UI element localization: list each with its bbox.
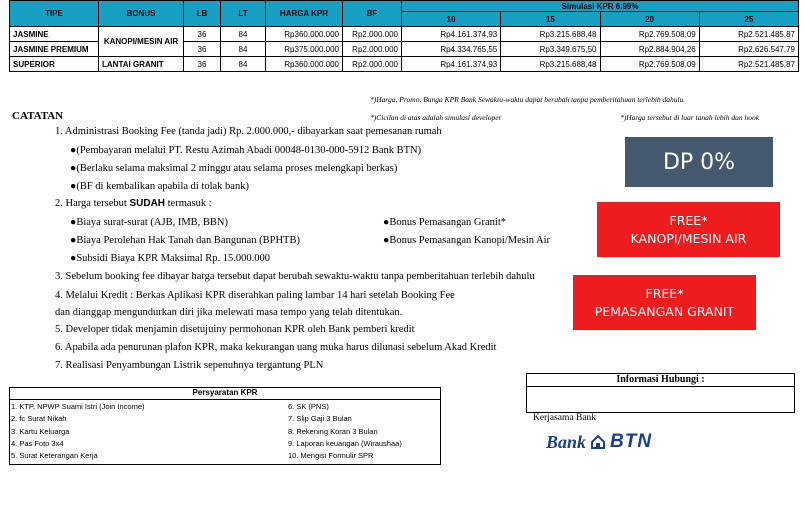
list-item: 7. Slip Gaji 3 Bulan [288,414,352,424]
free-granit-top: FREE* [645,285,684,301]
list-item: 3. Kartu Keluarga [11,426,70,436]
header-lt: LT [221,1,266,27]
header-year: 15 [501,12,600,27]
cell-sim: Rp2.769.508,09 [600,27,699,42]
list-item: 2. fc Surat Nikah [11,414,67,424]
list-item: 6. SK (PNS) [288,402,329,411]
list-item: 9. Laporan keuangan (Wiraushaa) [288,438,402,448]
header-harga: HARGA KPR [266,1,343,27]
cell-lb: 36 [184,57,221,72]
list-item: 10. Mengisi Formulir SPR [288,451,374,461]
catatan-line-6: 6. Apabila ada penurunan plafon KPR, maka kekurangan uang muka harus dilunasi sebelum Akad Kredit [55,342,497,353]
header-year: 20 [600,12,699,27]
list-item: 1. KTP, NPWP Suami Istri (Join Income) [11,402,145,411]
cell-bf: Rp2.000.000 [343,57,402,72]
dp-badge-label: DP 0% [662,149,736,175]
cell-sim: Rp3.215.688,48 [501,57,600,72]
catatan-line-2c: ●Subsidi Biaya KPR Maksimal Rp. 15.000.000 [70,253,271,264]
header-tipe: TIPE [10,1,99,27]
cell-lt: 84 [221,57,266,72]
requirements-right [288,401,402,462]
catatan-line-2-pre: 2. Harga tersebut [55,198,130,209]
cell-tipe: SUPERIOR [10,57,99,72]
cell-bonus: LANTAI GRANIT [99,57,184,72]
free-kanopi-bottom: KANOPI/MESIN AIR [630,230,747,246]
catatan-line-1: 1. Administrasi Booking Fee (tanda jadi) Rp. 2.000.000,- dibayarkan saat pemesanan rumah [55,126,442,137]
cell-bf: Rp2.000.000 [343,27,402,42]
cell-tipe: JASMINE PREMIUM [10,42,99,57]
cell-harga: Rp360.000.000 [266,27,343,42]
cell-sim: Rp4.161.374,93 [402,57,501,72]
catatan-line-2a: ●Biaya surat-surat (AJB, IMB, BBN) [70,217,228,228]
catatan-line-2b: ●Biaya Perolehan Hak Tanah dan Bangunan (BPHTB) [70,235,300,246]
catatan-line-1b: ●(Berlaku selama maksimal 2 minggu atau selama proses melengkapi berkas) [70,163,398,174]
catatan-line-3: 3. Sebelum booking fee dibayar harga tersebut dapat berubah sewaktu-waktu tanpa pemberitahuan terlebih dahulu [55,271,535,282]
house-icon [591,435,605,449]
cell-sim: Rp3.349.675,50 [501,42,600,57]
list-item: 8. Rekening Koran 3 Bulan [288,426,378,436]
partner-label: Kerjasama Bank [533,413,597,423]
cell-sim: Rp4.161.374,93 [402,27,501,42]
dp-badge [625,137,773,187]
header-simulasi: Simulasi KPR 6.99% [402,1,799,12]
requirements-left [11,401,145,462]
free-granit-badge [573,275,756,330]
catatan-line-4: 4. Melalui Kredit : Berkas Aplikasi KPR diserahkan paling lambar 14 hari setelah Booking Fee [55,290,455,301]
requirements-title: Persyaratan KPR [9,387,441,400]
catatan-line-4b: dan dianggap mengundurkan diri jika melewati masa tempo yang telah ditentukan. [55,307,403,318]
header-year: 25 [699,12,798,27]
note-cicilan: *)Cicilan di atas adalah simulasi developer [370,113,502,122]
cell-sim: Rp3.215.688,48 [501,27,600,42]
cell-sim: Rp4.334.765,55 [402,42,501,57]
note-harga: *)Harga, Promo, Bunga KPR Bank Sewaktu-waktu dapat berubah tanpa pemberitahuan terlebih dahulu. [370,95,686,104]
catatan-line-2-post: termasuk : [165,198,212,209]
catatan-title: CATATAN [12,110,64,122]
catatan-line-5: 5. Developer tidak menjamin disetujuiny permohonan KPR oleh Bank pemberi kredit [55,324,415,335]
header-lb: LB [184,1,221,27]
header-bf: BF [343,1,402,27]
bank-word: Bank [546,431,587,452]
catatan-line-1c: ●(BF di kembalikan apabila di tolak bank) [70,181,249,192]
table-row [10,27,799,42]
free-granit-bottom: PEMASANGAN GRANIT [594,303,735,319]
cell-lb: 36 [184,42,221,57]
header-year: 10 [402,12,501,27]
catatan-line-1a: ●(Pembayaran melalui PT. Restu Azimah Abadi 00048-0130-000-5912 Bank BTN) [70,145,422,156]
cell-lb: 36 [184,27,221,42]
cell-lt: 84 [221,27,266,42]
free-kanopi-top: FREE* [669,212,708,228]
cell-bf: Rp2.000.000 [343,42,402,57]
btn-logo [546,431,652,453]
cell-sim: Rp2.521.485,87 [699,57,798,72]
list-item: 5. Surat Keterangan Kerja [11,451,98,461]
contact-title: Informasi Hubungi : [526,373,795,387]
cell-lt: 84 [221,42,266,57]
free-kanopi-badge [597,202,780,257]
cell-sim: Rp2.626.547,79 [699,42,798,57]
cell-sim: Rp2.769.508,09 [600,57,699,72]
note-hook: *)Harga tersebut di luar tanah lebih dan hook [620,113,760,122]
catatan-line-2 [55,198,212,209]
header-bonus: BONUS [99,1,184,27]
bank-name: BTN [610,431,653,452]
catatan-line-2-bold: SUDAH [129,198,166,209]
list-item: 4. Pas Foto 3x4 [11,438,64,448]
cell-bonus: KANOPI/MESIN AIR [99,27,184,57]
cell-tipe: JASMINE [10,27,99,42]
cell-harga: Rp360.000.000 [266,57,343,72]
catatan-line-2e: ●Bonus Pemasangan Kanopi/Mesin Air [383,235,551,246]
cell-sim: Rp2.884.904,26 [600,42,699,57]
price-table [9,0,799,72]
cell-sim: Rp2.521.485,87 [699,27,798,42]
table-row [10,57,799,72]
catatan-line-7: 7. Realisasi Penyambungan Listrik sepenuhnya tergantung PLN [55,360,324,371]
catatan-line-2d: ●Bonus Pemasangan Granit* [383,217,506,228]
cell-harga: Rp375.000.000 [266,42,343,57]
